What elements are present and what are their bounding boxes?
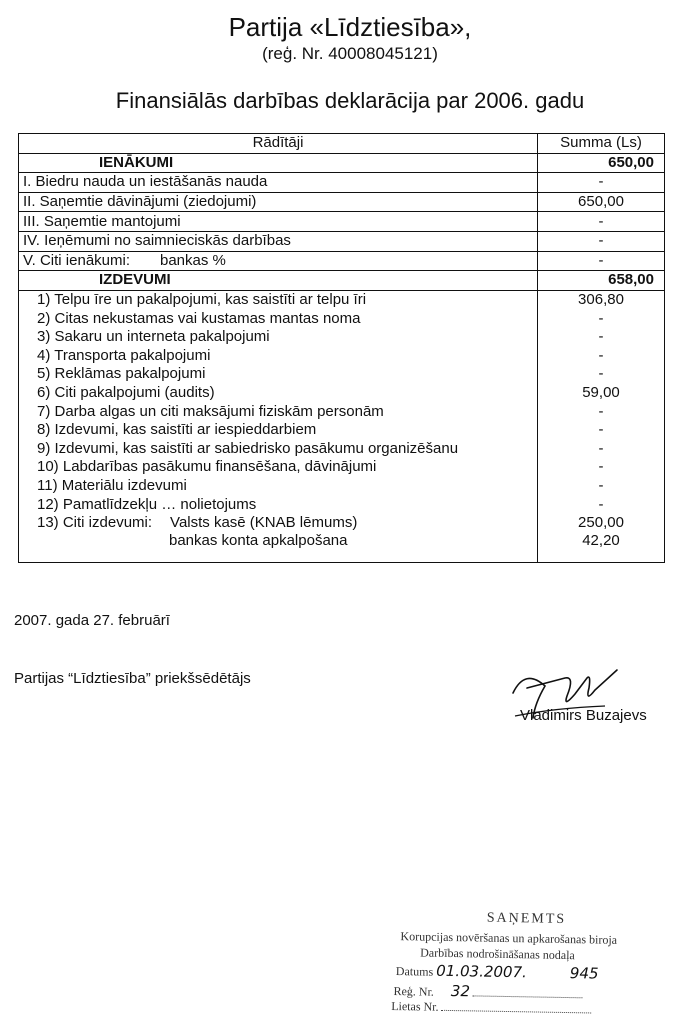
row-label: 5) Reklāmas pakalpojumi <box>19 365 538 384</box>
table-row <box>19 192 665 212</box>
row-value: - <box>538 477 665 496</box>
document-title: Partija «Līdztiesība», <box>228 12 472 42</box>
stamp-date-label: Datums <box>395 964 434 979</box>
table-row <box>19 440 665 459</box>
row-value: 250,00 <box>538 514 665 533</box>
row-value: - <box>538 173 665 193</box>
stamp-office: Korupcijas novēršanas un apkarošanas biroja <box>400 929 618 947</box>
row-label: 1) Telpu īre un pakalpojumi, kas saistīti ar telpu īri <box>19 290 538 309</box>
registration-number: (reģ. Nr. 40008045121) <box>262 44 438 63</box>
row-value: - <box>538 251 665 271</box>
row-label: 4) Transporta pakalpojumi <box>19 347 538 366</box>
expenses-section-row <box>19 271 665 291</box>
row-value: - <box>538 421 665 440</box>
income-total: 650,00 <box>538 153 665 173</box>
row-label: 11) Materiālu izdevumi <box>19 477 538 496</box>
stamp-time-value: 945 <box>569 964 599 983</box>
stamp-date-value: 01.03.2007. <box>436 961 528 982</box>
document-date: 2007. gada 27. februārī <box>14 612 170 629</box>
expenses-total: 658,00 <box>538 271 665 291</box>
table-row <box>19 514 665 533</box>
stamp-date-row <box>396 961 599 983</box>
row-label: 7) Darba algas un citi maksājumi fiziskām personām <box>19 402 538 421</box>
expenses-label: IZDEVUMI <box>19 271 538 291</box>
row-label: bankas konta apkalpošana <box>19 532 538 563</box>
table-row <box>19 309 665 328</box>
row-value: 306,80 <box>538 290 665 309</box>
row-label: 12) Pamatlīdzekļu … nolietojums <box>19 495 538 514</box>
table-row <box>19 458 665 477</box>
table-row <box>19 402 665 421</box>
row-value: - <box>538 402 665 421</box>
table-row <box>19 173 665 193</box>
stamp-case-label: Lietas Nr. <box>391 998 439 1014</box>
table-row <box>19 384 665 403</box>
stamp-reg-value: 32 <box>450 982 471 1001</box>
stamp-reg-label: Reģ. Nr. <box>393 984 434 999</box>
table-row <box>19 212 665 232</box>
row-label: 8) Izdevumi, kas saistīti ar iespieddarbiem <box>19 421 538 440</box>
row-label-detail: bankas % <box>160 251 226 269</box>
row-label: IV. Ieņēmumi no saimnieciskās darbības <box>19 231 538 251</box>
row-value: - <box>538 440 665 459</box>
row-value: - <box>538 347 665 366</box>
table-row <box>19 477 665 496</box>
income-section-row <box>19 153 665 173</box>
table-row <box>19 251 665 271</box>
row-label-main: V. Citi ienākumi: <box>23 251 130 269</box>
financial-table <box>18 133 665 563</box>
row-value: 42,20 <box>538 532 665 563</box>
table-row <box>19 290 665 309</box>
row-label: III. Saņemtie mantojumi <box>19 212 538 232</box>
row-value: - <box>538 231 665 251</box>
row-label-detail: Valsts kasē (KNAB lēmums) <box>170 514 358 532</box>
table-row <box>19 532 665 563</box>
stamp-department: Darbības nodrošināšanas nodaļa <box>420 945 575 963</box>
row-value: 650,00 <box>538 192 665 212</box>
col-header-amount: Summa (Ls) <box>538 134 665 154</box>
declaration-subtitle: Finansiālās darbības deklarācija par 2006. gadu <box>115 88 585 113</box>
row-label: 2) Citas nekustamas vai kustamas mantas noma <box>19 309 538 328</box>
row-value: - <box>538 212 665 232</box>
row-label: 6) Citi pakalpojumi (audits) <box>19 384 538 403</box>
row-label: 3) Sakaru un interneta pakalpojumi <box>19 328 538 347</box>
row-label-main: 13) Citi izdevumi: <box>37 514 153 532</box>
row-label <box>19 514 538 533</box>
table-row <box>19 347 665 366</box>
signer-name: Vladimirs Buzajevs <box>520 707 647 724</box>
row-value: - <box>538 458 665 477</box>
table-row <box>19 495 665 514</box>
row-value: 59,00 <box>538 384 665 403</box>
table-row <box>19 421 665 440</box>
col-header-indicators: Rādītāji <box>19 134 538 154</box>
row-label: I. Biedru nauda un iestāšanās nauda <box>19 173 538 193</box>
received-stamp <box>357 902 659 1027</box>
stamp-case-row <box>391 999 592 1017</box>
chairman-title: Partijas “Līdztiesība” priekšsēdētājs <box>14 670 251 687</box>
stamp-reg-rule <box>473 995 583 998</box>
row-value: - <box>538 495 665 514</box>
row-label <box>19 251 538 271</box>
table-row <box>19 328 665 347</box>
row-label: 9) Izdevumi, kas saistīti ar sabiedrisko pasākumu organizēšanu <box>19 440 538 459</box>
table-row <box>19 365 665 384</box>
row-value: - <box>538 328 665 347</box>
stamp-case-rule <box>442 1010 592 1014</box>
row-value: - <box>538 365 665 384</box>
row-label: 10) Labdarības pasākumu finansēšana, dāvinājumi <box>19 458 538 477</box>
row-label: II. Saņemtie dāvinājumi (ziedojumi) <box>19 192 538 212</box>
stamp-title: SAŅEMTS <box>486 910 567 928</box>
row-value: - <box>538 309 665 328</box>
table-row <box>19 231 665 251</box>
income-label: IENĀKUMI <box>19 153 538 173</box>
